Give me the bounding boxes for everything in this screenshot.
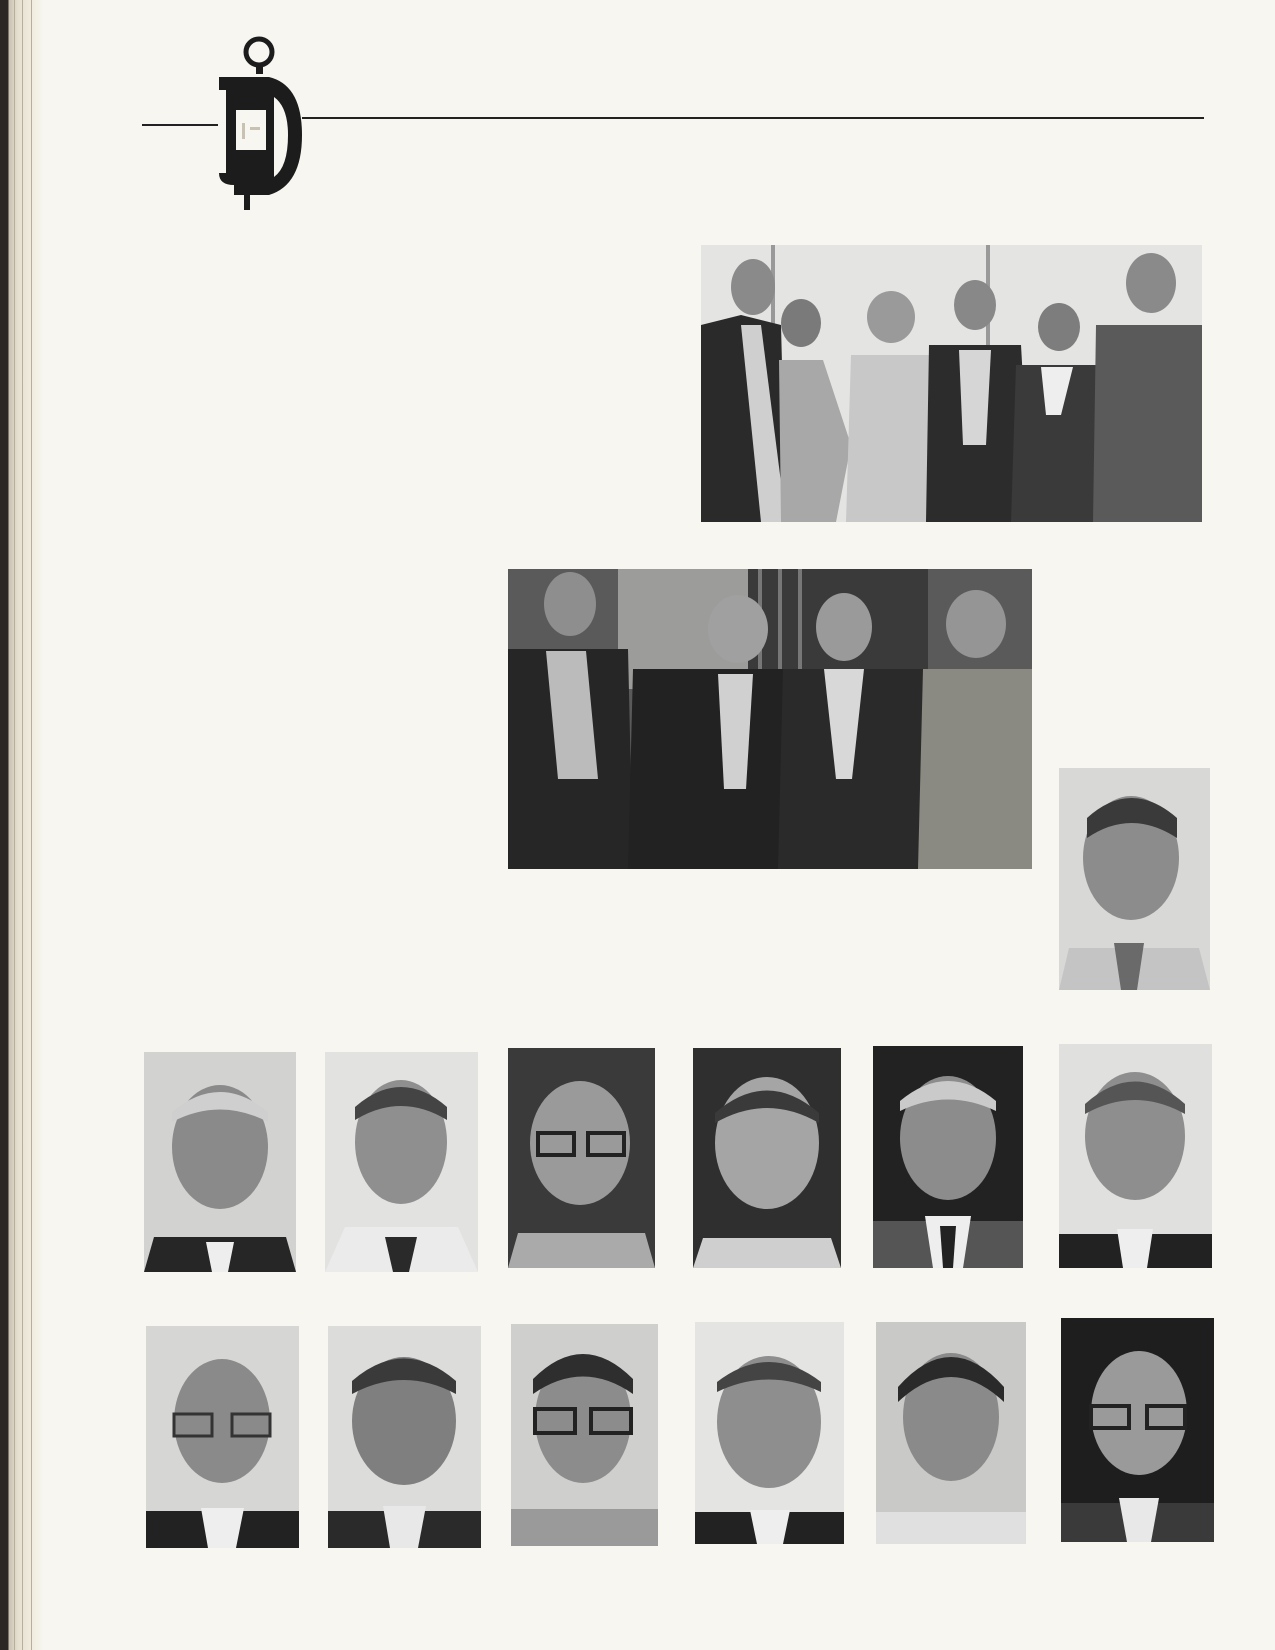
portrait-row1-1 <box>144 1052 296 1272</box>
portrait-row2-1 <box>146 1326 299 1548</box>
header-rule-right <box>302 117 1204 119</box>
fraternity-crest-icon <box>214 35 304 210</box>
page-binding-edge <box>0 0 44 1650</box>
portrait-row1-2 <box>325 1052 478 1272</box>
portrait-row1-6 <box>1059 1044 1212 1268</box>
group-photo-middle-image <box>508 569 1032 869</box>
portrait-row1-3 <box>508 1048 655 1268</box>
portrait-row1-4 <box>693 1048 841 1268</box>
portrait-row2-3 <box>511 1324 658 1546</box>
group-photo-top <box>701 245 1202 522</box>
portrait-single-image <box>1059 768 1210 990</box>
portrait-single <box>1059 768 1210 990</box>
portrait-row2-6 <box>1061 1318 1214 1542</box>
portrait-row2-4 <box>695 1322 844 1544</box>
portrait-row1-5 <box>873 1046 1023 1268</box>
group-photo-top-image <box>701 245 1202 522</box>
portrait-row2-2 <box>328 1326 481 1548</box>
portrait-row2-5 <box>876 1322 1026 1544</box>
header-rule-left <box>142 124 218 126</box>
group-photo-middle <box>508 569 1032 869</box>
